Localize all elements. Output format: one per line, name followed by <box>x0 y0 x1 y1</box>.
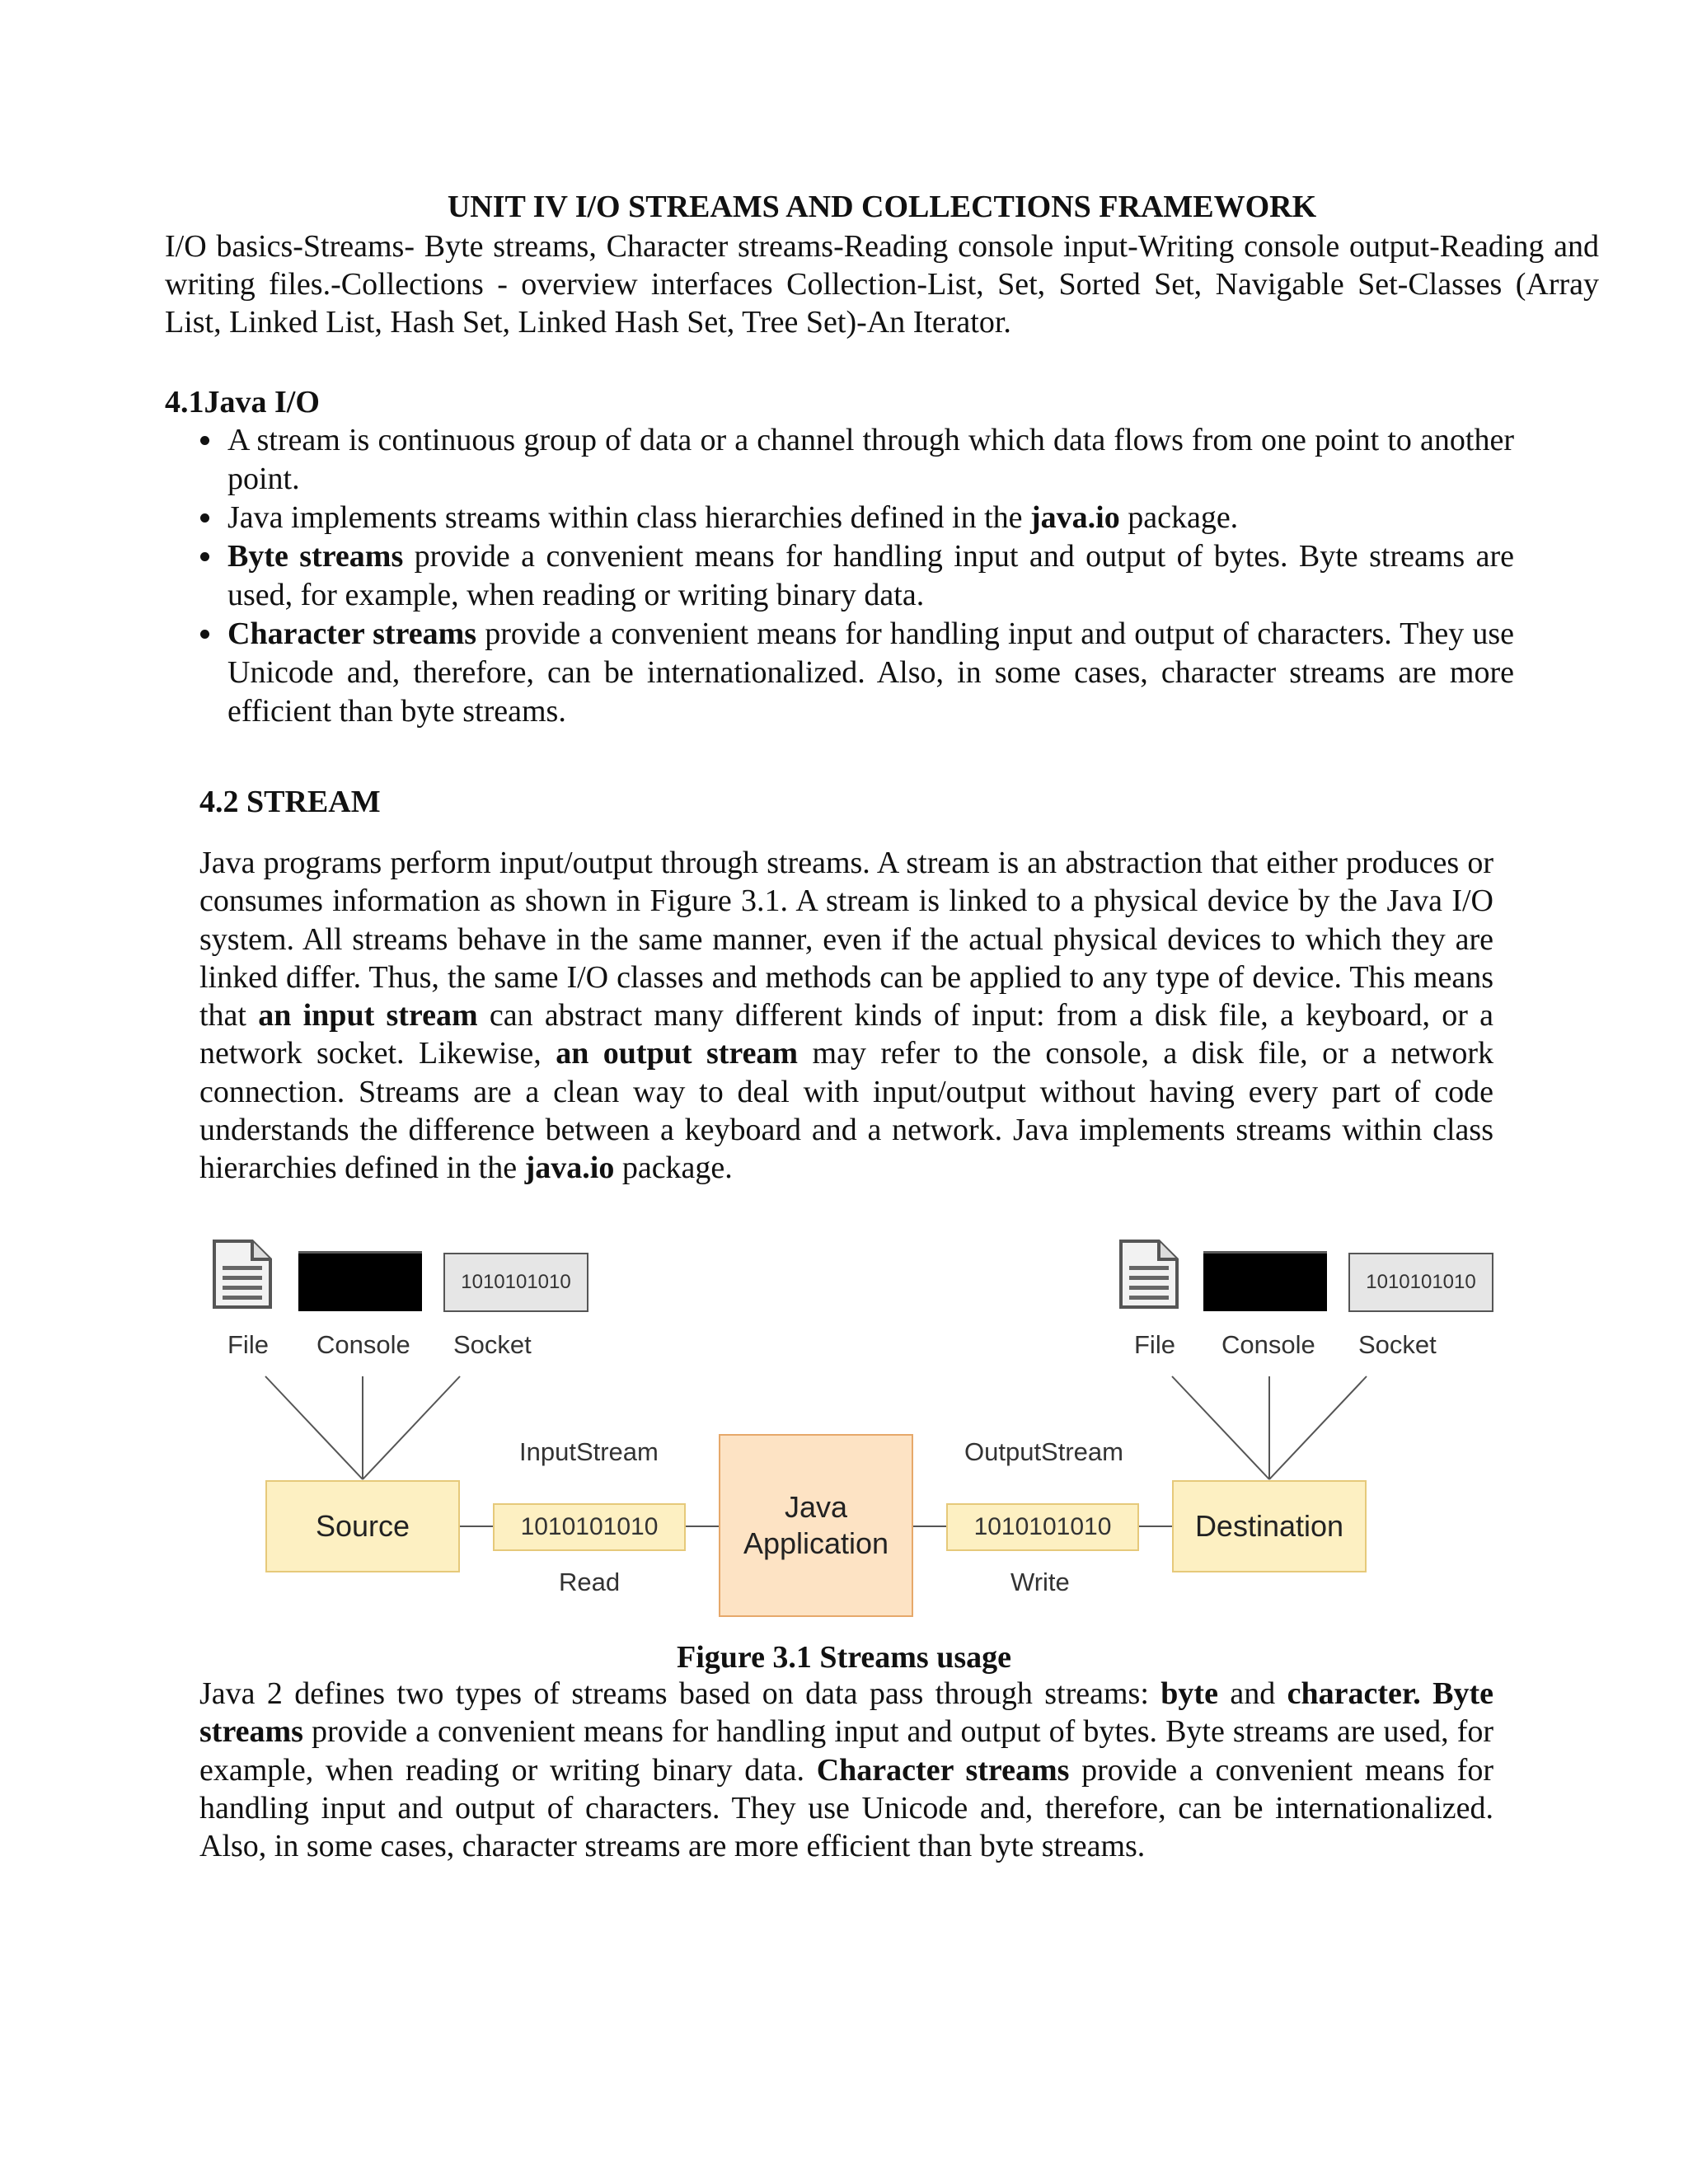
bullet-bold-term: java.io <box>1030 500 1120 535</box>
section-heading-stream: 4.2 STREAM <box>199 785 381 819</box>
source-box: Source <box>265 1480 460 1572</box>
file-label: File <box>227 1330 269 1359</box>
paragraph-text: and <box>1217 1676 1287 1711</box>
socket-label: Socket <box>453 1330 532 1359</box>
paragraph-text: provide a convenient means for handling input and output of bytes. Byte streams are used, for example, when reading or writing binary data. <box>199 1714 1493 1788</box>
paragraph-text: provide a convenient means for handling input and output of characters. They use Unicode and, therefore, can be internationalized. Also, in some cases, character streams are more efficient than byte streams. <box>199 1752 1493 1864</box>
file-icon <box>211 1238 274 1310</box>
console-label: Console <box>316 1330 410 1359</box>
stream-paragraph <box>199 844 1493 1188</box>
console-label: Console <box>1221 1330 1315 1359</box>
outputstream-label: OutputStream <box>964 1437 1123 1466</box>
socket-icon: 1010101010 <box>1348 1253 1493 1312</box>
paragraph-bold-term: character. <box>1287 1676 1421 1711</box>
bullet-text: provide a convenient means for handling input and output of bytes. Byte streams are used, for example, when reading or writing binary data. <box>227 539 1514 612</box>
java-application-label-line1: Java <box>784 1490 848 1524</box>
unit-syllabus-intro: I/O basics-Streams- Byte streams, Character streams-Reading console input-Writing console output-Reading and writing files.-Collections - overview interfaces Collection-List, Set, Sorted Set, Navigable Set-Classes (Array List, Linked List, Hash Set, Linked Hash Set, Tree Set)-An Iterator. <box>165 229 1599 340</box>
paragraph-bold-term: an input stream <box>258 998 478 1033</box>
paragraph-text: may refer to the console, a disk file, or a network connection. Streams are a clean way to deal with input/output without having every part of code understands the difference between a keyboard and a network. Java implements streams within class hierarchies defined in the <box>199 1036 1493 1186</box>
bullet-item <box>224 615 1514 731</box>
paragraph-bold-term: Byte streams <box>199 1676 1493 1750</box>
paragraph-text: Java programs perform input/output through streams. A stream is an abstraction that either produces or consumes information as shown in Figure 3.1. A stream is linked to a physical device by the Java I/O system. All streams behave in the same manner, even if the actual physical devices to which they are linked differ. Thus, the same I/O classes and methods can be applied to any type of device. This means that <box>199 846 1493 1033</box>
java-application-box <box>719 1434 913 1617</box>
bullet-text: Java implements streams within class hierarchies defined in the <box>227 500 1030 535</box>
paragraph-bold-term: java.io <box>524 1151 615 1186</box>
stream-types-paragraph <box>199 1675 1493 1865</box>
paragraph-bold-term: byte <box>1160 1676 1218 1711</box>
write-label: Write <box>1010 1568 1070 1596</box>
paragraph-text <box>1421 1676 1432 1711</box>
section-heading-java-io: 4.1Java I/O <box>165 385 320 419</box>
output-bits-box: 1010101010 <box>946 1503 1139 1551</box>
unit-title: UNIT IV I/O STREAMS AND COLLECTIONS FRAMEWORK <box>447 190 1317 224</box>
bullet-text: package. <box>1119 500 1239 535</box>
socket-label: Socket <box>1358 1330 1437 1359</box>
java-application-label-line2: Application <box>743 1526 889 1560</box>
paragraph-bold-term: Character streams <box>816 1752 1070 1788</box>
console-icon <box>1203 1251 1327 1311</box>
socket-icon: 1010101010 <box>443 1253 588 1312</box>
paragraph-text: Java 2 defines two types of streams based on data pass through streams: <box>199 1676 1161 1711</box>
java-io-bullet-list <box>203 421 1514 731</box>
bullet-item <box>224 537 1514 615</box>
figure-caption: Figure 3.1 Streams usage <box>676 1640 1011 1675</box>
bullet-item <box>224 499 1514 537</box>
console-icon <box>298 1251 422 1311</box>
bullet-text: A stream is continuous group of data or a channel through which data flows from one point to another point. <box>227 423 1514 496</box>
destination-box: Destination <box>1172 1480 1367 1572</box>
paragraph-text: package. <box>614 1151 733 1186</box>
inputstream-label: InputStream <box>519 1437 659 1466</box>
streams-usage-figure <box>198 1228 1517 1624</box>
input-bits-box: 1010101010 <box>493 1503 686 1551</box>
bullet-item <box>224 421 1514 499</box>
bullet-bold-term: Character streams <box>227 616 477 651</box>
bullet-bold-term: Byte streams <box>227 539 404 574</box>
paragraph-text: can abstract many different kinds of input: from a disk file, a keyboard, or a network socket. Likewise, <box>199 998 1494 1071</box>
file-label: File <box>1134 1330 1175 1359</box>
file-icon <box>1118 1238 1180 1310</box>
read-label: Read <box>559 1568 621 1596</box>
paragraph-bold-term: an output stream <box>556 1036 799 1071</box>
bullet-text: provide a convenient means for handling input and output of characters. They use Unicode and, therefore, can be internationalized. Also, in some cases, character streams are more efficient than byte streams. <box>227 616 1514 729</box>
